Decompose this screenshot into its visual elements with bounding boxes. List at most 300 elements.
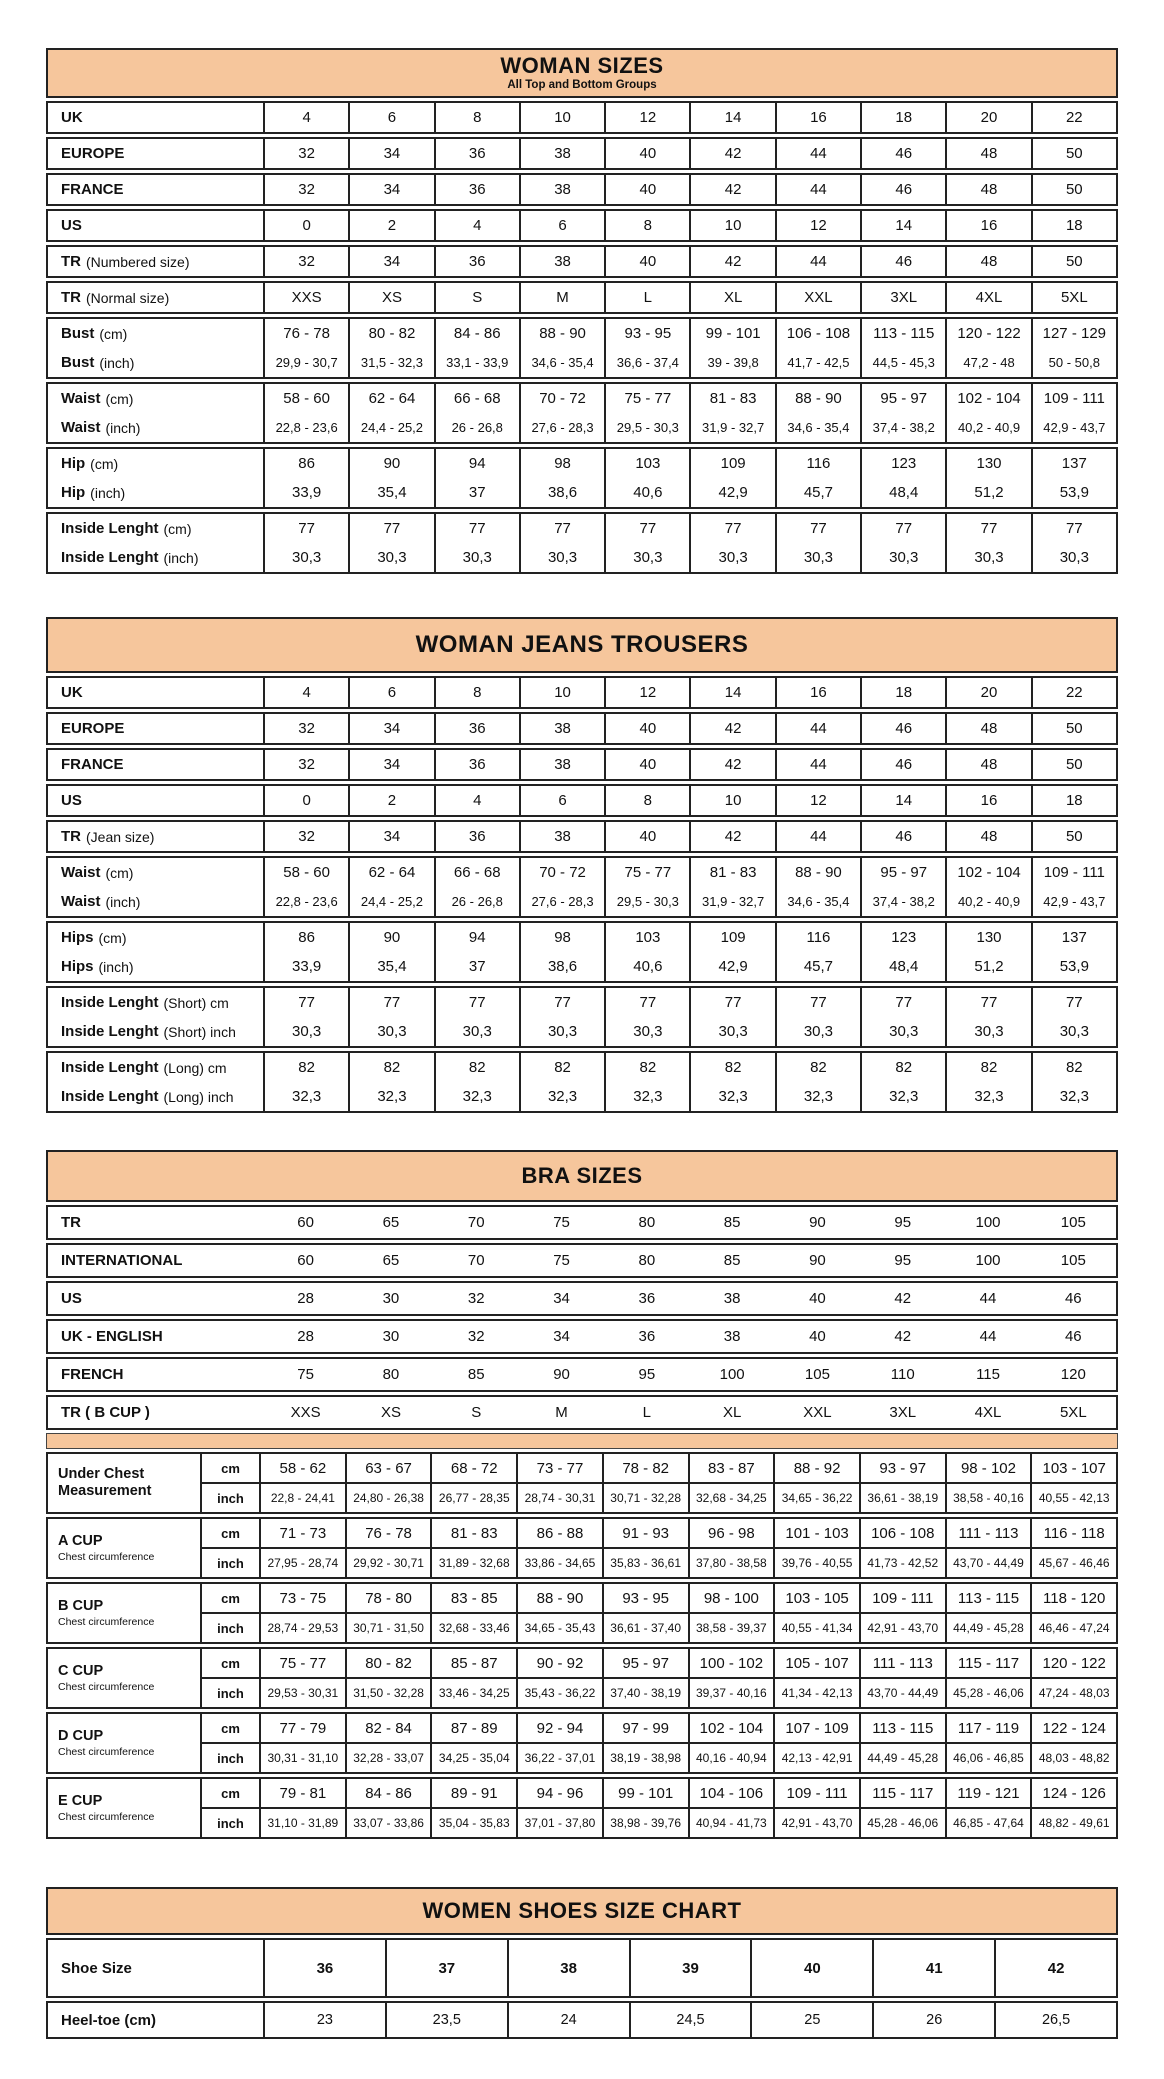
- value-cell: 36: [263, 1940, 385, 1996]
- row-label: [48, 413, 263, 442]
- table-subrow: [48, 2003, 1116, 2037]
- value-cell: 92 - 94: [516, 1714, 602, 1742]
- value-cell: 20: [945, 103, 1030, 132]
- row-label: [48, 1321, 263, 1352]
- value-cell: 34,6 - 35,4: [775, 887, 860, 916]
- value-cell: 46: [860, 750, 945, 779]
- value-cell: 35,4: [348, 952, 433, 981]
- value-cell: 18: [1031, 786, 1116, 815]
- value-cell: 81 - 83: [689, 384, 774, 413]
- value-cell: 105: [804, 1366, 830, 1383]
- value-cell: 24,5: [629, 2003, 751, 2037]
- value-cell: 97 - 99: [602, 1714, 688, 1742]
- row-label-text: Inside Lenght: [61, 1059, 159, 1076]
- value-cell: 116: [775, 449, 860, 478]
- row-label-note: (cm): [105, 864, 134, 881]
- value-cell: 40: [604, 714, 689, 743]
- value-cell: 32,28 - 33,07: [345, 1744, 431, 1772]
- value-cell: 111 - 113: [859, 1649, 945, 1677]
- row-label: [48, 1207, 263, 1238]
- value-cell: 40: [809, 1328, 826, 1345]
- value-cell: 18: [1031, 211, 1116, 240]
- value-cell: 32: [263, 139, 348, 168]
- value-cell: 46,85 - 47,64: [945, 1809, 1031, 1837]
- value-cell: 100: [719, 1366, 745, 1383]
- value-cell: 0: [263, 211, 348, 240]
- value-cell: 47,2 - 48: [945, 348, 1030, 377]
- row-label-text: Inside Lenght: [61, 1088, 159, 1105]
- value-cell: 30,3: [689, 543, 774, 572]
- value-cell: 110: [890, 1366, 915, 1383]
- value-cell: 45,28 - 46,06: [859, 1809, 945, 1837]
- table-subrow: [48, 543, 1116, 572]
- woman-jeans-rows: [46, 676, 1118, 1113]
- value-cell: 6: [348, 103, 433, 132]
- table-subrow: [48, 858, 1116, 887]
- row-label-text: Inside Lenght: [61, 549, 159, 566]
- value-cell: 20: [945, 678, 1030, 707]
- value-cell: 5XL: [1059, 1404, 1087, 1421]
- value-cell: 36,61 - 37,40: [602, 1614, 688, 1642]
- value-cell: 45,28 - 46,06: [945, 1679, 1031, 1707]
- row-label: [48, 786, 263, 815]
- value-cell: 31,9 - 32,7: [689, 413, 774, 442]
- value-cell: 107 - 109: [773, 1714, 859, 1742]
- value-cell: 26 - 26,8: [434, 887, 519, 916]
- value-cell: 48,82 - 49,61: [1030, 1809, 1116, 1837]
- value-cell: 38: [519, 175, 604, 204]
- value-cell: 30,3: [604, 543, 689, 572]
- woman-jeans-header: [46, 617, 1118, 673]
- value-cell: 103: [604, 449, 689, 478]
- value-cell: 30,3: [263, 1017, 348, 1046]
- value-cell: 117 - 119: [945, 1714, 1031, 1742]
- value-cell: 44: [775, 247, 860, 276]
- value-cell: 40,2 - 40,9: [945, 413, 1030, 442]
- cup-row: [46, 1517, 1118, 1579]
- value-cell: 95 - 97: [602, 1649, 688, 1677]
- value-cell: 137: [1031, 449, 1116, 478]
- row-label-text: Inside Lenght: [61, 994, 159, 1011]
- value-cell: 30,3: [348, 543, 433, 572]
- value-cell: 118 - 120: [1030, 1584, 1116, 1612]
- row-label: [48, 2003, 263, 2037]
- value-cell: 36: [638, 1290, 656, 1307]
- value-cell: 28: [297, 1328, 314, 1345]
- value-cell: 4: [263, 103, 348, 132]
- value-cell: 48: [945, 714, 1030, 743]
- value-cell: 34,6 - 35,4: [519, 348, 604, 377]
- value-cell: 105: [1060, 1214, 1086, 1231]
- table-row: [46, 1395, 1118, 1430]
- value-cell: 51,2: [945, 952, 1030, 981]
- value-cell: 40,55 - 42,13: [1030, 1484, 1116, 1512]
- value-cell: 53,9: [1031, 952, 1116, 981]
- value-cell: 4: [434, 211, 519, 240]
- value-cell: 28,74 - 30,31: [516, 1484, 602, 1512]
- value-cell: 8: [434, 103, 519, 132]
- value-cell: 40: [604, 247, 689, 276]
- value-cell: 48,4: [860, 952, 945, 981]
- value-cell: 34: [348, 750, 433, 779]
- value-cell: 16: [775, 678, 860, 707]
- table-subrow: [48, 786, 1116, 815]
- value-cell: 38: [519, 714, 604, 743]
- value-cell: 71 - 73: [259, 1519, 345, 1547]
- value-cell: L: [604, 283, 689, 312]
- value-cell: 30,3: [775, 1017, 860, 1046]
- value-cell: 31,10 - 31,89: [259, 1809, 345, 1837]
- value-cell: 79 - 81: [259, 1779, 345, 1807]
- value-cell: 32,3: [775, 1082, 860, 1111]
- value-cell: 36: [434, 139, 519, 168]
- row-label-text: Bust: [61, 354, 95, 371]
- value-cell: 42,91 - 43,70: [859, 1614, 945, 1642]
- woman-sizes-header: [46, 48, 1118, 98]
- value-cell: XXS: [290, 1404, 321, 1421]
- value-cell: 26,77 - 28,35: [430, 1484, 516, 1512]
- value-cell: 42,9 - 43,7: [1031, 887, 1116, 916]
- row-label-text: US: [61, 792, 82, 809]
- value-cell: 14: [860, 211, 945, 240]
- table-subrow: [48, 678, 1116, 707]
- value-cell: 98: [519, 449, 604, 478]
- row-label-text: Waist: [61, 390, 101, 407]
- unit-row: [200, 1677, 1116, 1707]
- cup-label-sub: Chest circumference: [58, 1615, 155, 1628]
- value-cell: 46: [860, 247, 945, 276]
- value-cell: 93 - 95: [604, 319, 689, 348]
- value-cell: XS: [348, 283, 433, 312]
- value-cell: 22,8 - 24,41: [259, 1484, 345, 1512]
- value-cell: L: [642, 1404, 651, 1421]
- value-cell: 38,98 - 39,76: [602, 1809, 688, 1837]
- value-cell: 50: [1031, 714, 1116, 743]
- value-cell: 34: [553, 1290, 570, 1307]
- value-cell: 33,9: [263, 952, 348, 981]
- value-cell: 124 - 126: [1030, 1779, 1116, 1807]
- value-cell: 48: [945, 247, 1030, 276]
- table-subrow: [48, 923, 1116, 952]
- row-label-note: (Long) cm: [163, 1059, 227, 1076]
- value-cell: 10: [689, 786, 774, 815]
- value-cell: 44,49 - 45,28: [945, 1614, 1031, 1642]
- value-cell: 82: [434, 1053, 519, 1082]
- cup-label: [48, 1454, 200, 1512]
- unit-cell: cm: [200, 1519, 259, 1547]
- table-row: [46, 712, 1118, 745]
- value-cell: 8: [434, 678, 519, 707]
- value-cell: 103 - 107: [1030, 1454, 1116, 1482]
- cup-label-title: A CUP: [58, 1532, 103, 1549]
- table-subrow: [48, 1397, 1116, 1428]
- value-cell: 82: [775, 1053, 860, 1082]
- value-cell: 30,3: [519, 1017, 604, 1046]
- value-cell: 42,91 - 43,70: [773, 1809, 859, 1837]
- value-cell: 32: [467, 1290, 485, 1307]
- value-cell: 113 - 115: [859, 1714, 945, 1742]
- value-cell: 42,9: [689, 478, 774, 507]
- value-cell: 90: [348, 923, 433, 952]
- value-cell: 40: [809, 1290, 826, 1307]
- value-cell: 8: [604, 786, 689, 815]
- value-cell: 99 - 101: [689, 319, 774, 348]
- table-subrow: [48, 1321, 1116, 1352]
- value-cell: 120 - 122: [1030, 1649, 1116, 1677]
- unit-row: [200, 1547, 1116, 1577]
- value-cell: 36,22 - 37,01: [516, 1744, 602, 1772]
- value-cell: 46,06 - 46,85: [945, 1744, 1031, 1772]
- table-subrow: [48, 1017, 1116, 1046]
- value-cell: 109 - 111: [773, 1779, 859, 1807]
- unit-row: [200, 1742, 1116, 1772]
- table-subrow: [48, 750, 1116, 779]
- value-cell: 81 - 83: [430, 1519, 516, 1547]
- unit-cell: inch: [200, 1744, 259, 1772]
- value-cell: 42,9: [689, 952, 774, 981]
- row-label-text: Waist: [61, 864, 101, 881]
- value-cell: 40,6: [604, 478, 689, 507]
- row-label: [48, 283, 263, 312]
- row-label-text: INTERNATIONAL: [61, 1252, 183, 1269]
- value-cell: 10: [519, 103, 604, 132]
- value-cell: S: [471, 1404, 482, 1421]
- value-cell: 103: [604, 923, 689, 952]
- value-cell: 35,04 - 35,83: [430, 1809, 516, 1837]
- value-cell: 32,68 - 34,25: [688, 1484, 774, 1512]
- value-cell: 42: [689, 822, 774, 851]
- value-cell: 0: [263, 786, 348, 815]
- value-cell: 82 - 84: [345, 1714, 431, 1742]
- value-cell: 86: [263, 449, 348, 478]
- value-cell: 32,3: [604, 1082, 689, 1111]
- value-cell: 4: [434, 786, 519, 815]
- row-label-text: Hip: [61, 484, 86, 501]
- value-cell: 42: [689, 139, 774, 168]
- value-cell: 76 - 78: [263, 319, 348, 348]
- value-cell: 48,4: [860, 478, 945, 507]
- row-label-text: TR: [61, 828, 81, 845]
- cup-label: [48, 1779, 200, 1837]
- table-subrow: [48, 319, 1116, 348]
- value-cell: 42: [689, 750, 774, 779]
- row-label-text: Inside Lenght: [61, 1023, 159, 1040]
- table-subrow: [48, 175, 1116, 204]
- table-subrow: [48, 514, 1116, 543]
- value-cell: 30,71 - 31,50: [345, 1614, 431, 1642]
- value-cell: 80: [638, 1214, 656, 1231]
- value-cell: 39: [629, 1940, 751, 1996]
- value-cell: 37,4 - 38,2: [860, 887, 945, 916]
- value-cell: 47,24 - 48,03: [1030, 1679, 1116, 1707]
- unit-row: [200, 1714, 1116, 1742]
- value-cell: 94: [434, 923, 519, 952]
- value-cell: 46,46 - 47,24: [1030, 1614, 1116, 1642]
- value-cell: 40: [750, 1940, 872, 1996]
- unit-cell: inch: [200, 1679, 259, 1707]
- value-cell: 36: [434, 750, 519, 779]
- value-cell: 95 - 97: [860, 384, 945, 413]
- value-cell: 50: [1031, 175, 1116, 204]
- unit-row: [200, 1649, 1116, 1677]
- cup-label-sub: Chest circumference: [58, 1810, 155, 1823]
- table-row: [46, 1319, 1118, 1354]
- value-cell: 82: [604, 1053, 689, 1082]
- value-cell: 48: [945, 139, 1030, 168]
- value-cell: 82: [263, 1053, 348, 1082]
- table-subrow: [48, 139, 1116, 168]
- value-cell: 12: [775, 211, 860, 240]
- unit-cell: inch: [200, 1549, 259, 1577]
- row-label: [48, 478, 263, 507]
- table-row: [46, 137, 1118, 170]
- woman-sizes-rows: [46, 101, 1118, 574]
- value-cell: 58 - 60: [263, 858, 348, 887]
- value-cell: M: [555, 1404, 568, 1421]
- value-cell: 33,1 - 33,9: [434, 348, 519, 377]
- value-cell: 46: [860, 714, 945, 743]
- value-cell: 109 - 111: [1031, 858, 1116, 887]
- value-cell: 88 - 92: [773, 1454, 859, 1482]
- value-cell: 34: [348, 139, 433, 168]
- value-cell: 30,3: [604, 1017, 689, 1046]
- table-row: [46, 512, 1118, 574]
- value-cell: 90: [348, 449, 433, 478]
- cup-row: [46, 1712, 1118, 1774]
- value-cell: 3XL: [889, 1404, 917, 1421]
- value-cell: 38: [519, 822, 604, 851]
- row-label-text: UK - ENGLISH: [61, 1328, 163, 1345]
- value-cell: 80: [638, 1252, 656, 1269]
- table-row: [46, 317, 1118, 379]
- value-cell: 51,2: [945, 478, 1030, 507]
- value-cell: 50: [1031, 139, 1116, 168]
- woman-jeans-table: [46, 617, 1118, 1113]
- table-row: [46, 1051, 1118, 1113]
- value-cell: 30: [382, 1290, 400, 1307]
- value-cell: 22: [1031, 678, 1116, 707]
- value-cell: 6: [348, 678, 433, 707]
- value-cell: 105 - 107: [773, 1649, 859, 1677]
- value-cell: 23: [263, 2003, 385, 2037]
- row-label: [48, 988, 263, 1017]
- value-cell: 88 - 90: [519, 319, 604, 348]
- bra-sizes-table: [46, 1150, 1118, 1839]
- row-label-note: (inch): [98, 958, 134, 975]
- cup-unit-rows: [200, 1714, 1116, 1772]
- table-subrow: [48, 413, 1116, 442]
- value-cell: 25: [750, 2003, 872, 2037]
- value-cell: 77: [1031, 988, 1116, 1017]
- value-cell: 33,46 - 34,25: [430, 1679, 516, 1707]
- value-cell: 103 - 105: [773, 1584, 859, 1612]
- cup-label-title: C CUP: [58, 1662, 104, 1679]
- row-label: [48, 103, 263, 132]
- value-cell: 16: [945, 786, 1030, 815]
- table-subrow: [48, 1359, 1116, 1390]
- table-row: [46, 676, 1118, 709]
- row-label: [48, 319, 263, 348]
- row-label-note: (Long) inch: [163, 1088, 234, 1105]
- value-cell: 104 - 106: [688, 1779, 774, 1807]
- value-cell: 130: [945, 449, 1030, 478]
- row-label: [48, 714, 263, 743]
- value-cell: 38: [723, 1328, 741, 1345]
- value-cell: 50: [1031, 247, 1116, 276]
- value-cell: 38,6: [519, 952, 604, 981]
- cup-label: [48, 1584, 200, 1642]
- table-row: [46, 921, 1118, 983]
- value-cell: 91 - 93: [602, 1519, 688, 1547]
- value-cell: 102 - 104: [688, 1714, 774, 1742]
- value-cell: 58 - 62: [259, 1454, 345, 1482]
- unit-row: [200, 1584, 1116, 1612]
- row-label-note: (Short) inch: [163, 1023, 236, 1040]
- value-cell: 31,9 - 32,7: [689, 887, 774, 916]
- row-label-text: Hips: [61, 929, 94, 946]
- table-subrow: [48, 247, 1116, 276]
- value-cell: 60: [297, 1252, 314, 1269]
- value-cell: 48: [945, 750, 1030, 779]
- value-cell: 44: [775, 750, 860, 779]
- unit-cell: cm: [200, 1454, 259, 1482]
- value-cell: 77: [775, 514, 860, 543]
- value-cell: 36: [638, 1328, 656, 1345]
- cup-label-title: Under Chest Measurement: [58, 1465, 152, 1499]
- value-cell: 68 - 72: [430, 1454, 516, 1482]
- table-subrow: [48, 1082, 1116, 1111]
- cup-label-sub: Chest circumference: [58, 1745, 155, 1758]
- value-cell: 44: [775, 175, 860, 204]
- row-label: [48, 449, 263, 478]
- row-label: [48, 139, 263, 168]
- value-cell: 32,68 - 33,46: [430, 1614, 516, 1642]
- value-cell: 88 - 90: [516, 1584, 602, 1612]
- value-cell: 14: [689, 678, 774, 707]
- cup-unit-rows: [200, 1454, 1116, 1512]
- row-label: [48, 1053, 263, 1082]
- value-cell: 80 - 82: [348, 319, 433, 348]
- value-cell: 130: [945, 923, 1030, 952]
- value-cell: 36: [434, 247, 519, 276]
- value-cell: 18: [860, 678, 945, 707]
- value-cell: 36,61 - 38,19: [859, 1484, 945, 1512]
- cup-row: [46, 1452, 1118, 1514]
- value-cell: 40: [604, 175, 689, 204]
- value-cell: 70 - 72: [519, 384, 604, 413]
- value-cell: 32: [263, 714, 348, 743]
- value-cell: 42: [994, 1940, 1116, 1996]
- table-row: [46, 820, 1118, 853]
- value-cell: 77: [434, 988, 519, 1017]
- cup-unit-rows: [200, 1779, 1116, 1837]
- value-cell: 86: [263, 923, 348, 952]
- value-cell: 32,3: [434, 1082, 519, 1111]
- value-cell: 24,4 - 25,2: [348, 413, 433, 442]
- value-cell: 75 - 77: [259, 1649, 345, 1677]
- value-cell: 32,3: [860, 1082, 945, 1111]
- value-cell: 102 - 104: [945, 384, 1030, 413]
- value-cell: 35,83 - 36,61: [602, 1549, 688, 1577]
- woman-sizes-subtitle: All Top and Bottom Groups: [507, 78, 657, 91]
- value-cell: 8: [604, 211, 689, 240]
- value-cell: 76 - 78: [345, 1519, 431, 1547]
- value-cell: 32: [263, 750, 348, 779]
- row-label: [48, 514, 263, 543]
- value-cell: 75: [553, 1214, 570, 1231]
- value-cell: 29,53 - 30,31: [259, 1679, 345, 1707]
- value-cell: 30,3: [1031, 543, 1116, 572]
